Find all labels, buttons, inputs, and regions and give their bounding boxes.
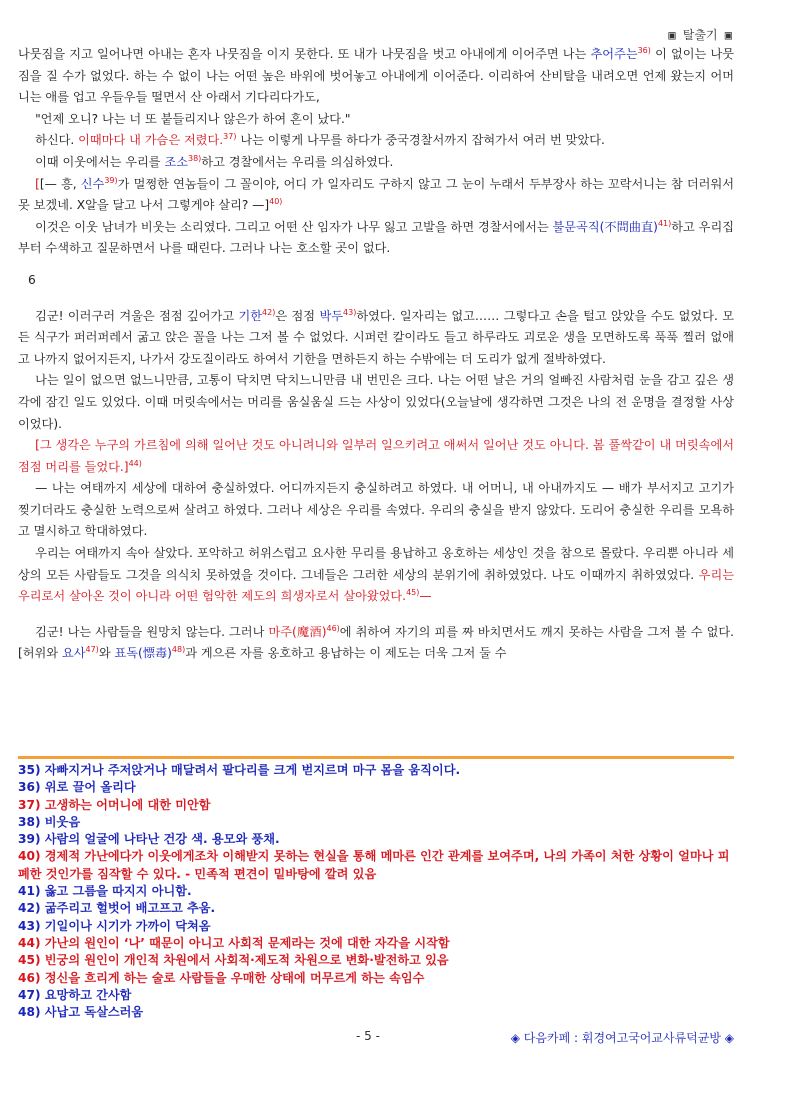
- footnote-number: 48): [18, 1005, 41, 1020]
- footnote-item: [18, 762, 734, 779]
- footnote-number: 40): [18, 849, 41, 864]
- footnote-item: [18, 935, 734, 952]
- footnote-text: 비웃음: [44, 814, 81, 829]
- footnote-ref[interactable]: 48): [171, 645, 186, 655]
- footnote-number: 35): [18, 763, 41, 777]
- main-text: [18, 44, 734, 665]
- footnote-text: 정신을 흐리게 하는 술로 사람들을 우매한 상태에 머무르게 하는 속임수: [44, 970, 425, 985]
- footnotes: [18, 762, 734, 1021]
- footnote-text: 고생하는 어머니에 대한 미안함: [44, 797, 211, 812]
- footnote-ref[interactable]: 42): [262, 307, 276, 317]
- footnote-ref[interactable]: 44): [128, 458, 142, 468]
- footnote-text: 옳고 그름을 따지지 아니함.: [44, 884, 192, 899]
- paragraph-8: 나는 일이 없으면 없느니만큼, 고통이 닥치면 닥치느니만큼 내 번민은 크다. 나는 어떤 날은 거의 얼빠진 사람처럼 눈을 감고 깊은 생각에 잠긴 일도 있었다. 이때 머릿속에서는 머리를 움실움실 드는 사상이 있었다(오늘날에 생각하면 그것은 나의 전 운명을 결정할 사상이었다).: [18, 373, 734, 431]
- footnote-ref[interactable]: 45): [406, 588, 420, 598]
- footnote-text: 경제적 가난에다가 이웃에게조차 이해받지 못하는 현실을 통해 메마른 인간 관계를 보여주며, 나의 가족이 처한 상황이 얼마나 피폐한 것인가를 짐작할 수 있다. - 민족적 편견이 밑바탕에 깔려 있음: [18, 849, 730, 881]
- footnote-item: [18, 814, 734, 831]
- footnote-ref[interactable]: 41): [657, 218, 672, 228]
- footnote-text: 빈궁의 원인이 개인적 차원에서 사회적·제도적 차원으로 변화·발전하고 있음: [44, 953, 449, 968]
- footnote-item: [18, 918, 734, 935]
- footnote-text: 기일이나 시기가 가까이 닥쳐옴: [44, 918, 211, 933]
- footnote-ref[interactable]: 40): [269, 197, 283, 207]
- footnote-ref[interactable]: 47): [85, 645, 99, 655]
- footnote-text: 요망하고 간사함: [44, 987, 132, 1002]
- cafe-link[interactable]: ◈ 다음카페 : 휘경여고국어교사류덕균방 ◈: [510, 1031, 734, 1045]
- paragraph-3: 하신다. 이때마다 내 가슴은 저렸다.$^{37)}$ 나는 이렇게 나무를 하다가 중국경찰서까지 잡혀가서 여러 번 맞았다.: [35, 132, 605, 148]
- paragraph-4: 이때 이웃에서는 우리를 조소$^{38)}$하고 경찰에서는 우리를 의심하였다.: [35, 153, 394, 169]
- footnote-text: 사납고 독살스러움: [44, 1005, 144, 1020]
- footnote-text: 가난의 원인이 ‘나’ 때문이 아니고 사회적 문제라는 것에 대한 자각을 시작함: [44, 935, 450, 950]
- footnote-ref[interactable]: 43): [343, 307, 357, 317]
- paragraph-9: [그 생각은 누구의 가르침에 의해 일어난 것도 아니려니와 일부러 일으키려고 애써서 일어난 것도 아니다. 봄 풀싹같이 내 머릿속에서 점점 머리를 들었다.]$^{44)}$: [18, 438, 734, 474]
- footnote-item: [18, 779, 734, 796]
- footnote-item: [18, 970, 734, 987]
- footnote-text: 자빠지거나 주저앉거나 매달려서 팔다리를 크게 벋지르며 마구 몸을 움직이다.: [44, 763, 461, 777]
- footnote-text: 굶주리고 헐벗어 배고프고 추움.: [44, 901, 216, 916]
- footnote-item: [18, 848, 734, 883]
- footnote-item: [18, 797, 734, 814]
- footnote-ref[interactable]: 37): [223, 132, 237, 142]
- footnote-number: 36): [18, 780, 41, 795]
- footnote-divider: [18, 756, 734, 759]
- footnote-number: 38): [18, 814, 41, 829]
- footnote-number: 45): [18, 953, 41, 968]
- footnote-item: [18, 987, 734, 1004]
- footnote-item: [18, 883, 734, 900]
- footnote-number: 47): [18, 987, 41, 1002]
- footnote-ref[interactable]: 46): [326, 623, 340, 633]
- paragraph-6: 이것은 이웃 남녀가 비웃는 소리였다. 그리고 어떤 산 임자가 나무 잃고 고발을 하면 경찰서에서는 불문곡직(不問曲直)$^{41)}$하고 우리집부터 수색하고 질문하면서 나를 때린다. 그러나 나는 호소할 곳이 없다.: [18, 218, 735, 256]
- footnote-number: 41): [18, 884, 41, 899]
- paragraph-7: 김군! 이러구러 겨울은 점점 깊어가고 기한$^{42)}$은 점점 박두$^{43)}$하였다. 일자리는 없고…… 그렇다고 손을 털고 앉았을 수도 없었다. 모든 식구가 퍼러퍼레서 굶고 앉은 꼴을 나는 그저 볼 수 없었다. 시퍼런 칼이라도 들고 하루라도 괴로운 생을 모면하도록 푹푹 찔러 없애고 나까지 없어지든지, 나가서 강도질이라도 하여서 기한을 면하든지 하는 수밖에는 더 도리가 없게 절박하였다.: [18, 307, 735, 366]
- paragraph-12: 김군! 나는 사람들을 원망치 않는다. 그러나 마주(魔酒)$^{46)}$에 취하여 자기의 피를 짜 바치면서도 깨지 못하는 사람을 그저 볼 수 없다. [허위와 요사$^{47)}$와 표독(慓毒)$^{48)}$과 게으른 자를 옹호하고 용납하는 이 제도는 더욱 그저 둘 수: [18, 623, 734, 661]
- paragraph-1: 나뭇짐을 지고 일어나면 아내는 혼자 나뭇짐을 이지 못한다. 또 내가 나뭇짐을 벗고 아내에게 이어주면 나는 추어주는$^{36)}$ 이 없이는 나뭇짐을 질 수가 없었다. 하는 수 없이 나는 어떤 높은 바위에 벗어놓고 아내에게 이어준다. 이리하여 산비탈을 내려오면 언제 왔는지 어머니는 애를 업고 우들우들 떨면서 산 아래서 기다리다가도,: [18, 45, 735, 105]
- footnote-item: [18, 900, 734, 917]
- page-number: - 5 -: [356, 1029, 380, 1043]
- footnote-text: 위로 끌어 올리다: [44, 780, 136, 795]
- footnote-ref[interactable]: 36): [637, 45, 651, 55]
- paragraph-11: 우리는 여태까지 속아 살았다. 포악하고 허위스럽고 요사한 무리를 용납하고 옹호하는 세상인 것을 참으로 몰랐다. 우리뿐 아니라 세상의 모든 사람들도 그것을 의식치 못하였을 것이다. 그네들은 그러한 세상의 분위기에 취하였었다. 나도 이때까지 취하였었다. 우리는 우리로서 살아온 것이 아니라 어떤 험악한 제도의 희생자로서 살아왔었다.$^{45)}$—: [18, 546, 734, 604]
- footnote-item: [18, 952, 734, 969]
- footnote-number: 39): [18, 832, 41, 847]
- footnote-text: 사람의 얼굴에 나타난 건강 색. 용모와 풍채.: [44, 832, 280, 847]
- footnote-number: 37): [18, 797, 41, 812]
- footnote-number: 43): [18, 918, 41, 933]
- section-number: 6: [28, 272, 36, 287]
- footnote-ref[interactable]: 39): [104, 175, 118, 185]
- header-tag: ▣ 탈출기 ▣: [668, 28, 732, 42]
- footnote-number: 44): [18, 935, 41, 950]
- paragraph-2: "언제 오니? 나는 너 또 붙들리지나 않은가 하여 혼이 났다.": [35, 111, 351, 126]
- footnote-number: 46): [18, 970, 41, 985]
- footnote-item: [18, 1004, 734, 1021]
- paragraph-5: [[— 흥, 신수$^{39)}$가 멀쩡한 연놈들이 그 꼴이야, 어디 가 일자리도 구하지 않고 그 눈이 누래서 두부장사 하는 꼬락서니는 참 더러워서 못 보겠네. X알을 달고 나서 그렇게야 살리? —]$^{40)}$: [18, 175, 734, 213]
- footnote-ref[interactable]: 38): [187, 153, 202, 163]
- footnote-item: [18, 831, 734, 848]
- paragraph-10: — 나는 여태까지 세상에 대하여 충실하였다. 어디까지든지 충실하려고 하였다. 내 어머니, 내 아내까지도 — 배가 부서지고 고기가 찢기더라도 충실한 노력으로써 살려고 하였다. 그러나 세상은 우리를 속였다. 우리의 충실을 받지 않았다. 도리어 충실한 우리를 모욕하고 멸시하고 학대하였다.: [18, 481, 734, 539]
- footnote-number: 42): [18, 901, 41, 916]
- term-1: 추어주는: [590, 47, 638, 61]
